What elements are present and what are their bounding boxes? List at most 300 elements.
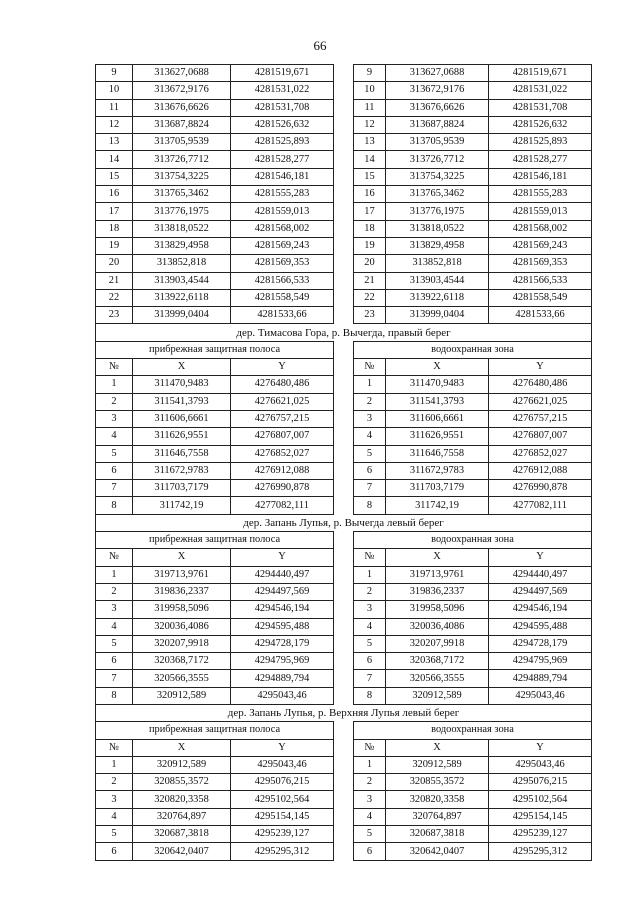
table-gap <box>334 756 354 773</box>
table-gap <box>334 220 354 237</box>
coord-x: 311541,3793 <box>133 393 231 410</box>
table-row <box>96 791 592 808</box>
coordinates-table <box>95 64 592 861</box>
table-gap <box>334 410 354 427</box>
table-gap <box>334 722 354 739</box>
coord-x: 320912,589 <box>133 687 231 704</box>
column-header-row <box>96 359 592 376</box>
point-number: 4 <box>96 618 133 635</box>
coord-y: 4281569,243 <box>231 237 334 254</box>
coord-y: 4295043,46 <box>489 756 592 773</box>
coord-x: 313776,1975 <box>133 203 231 220</box>
coord-x: 313999,0404 <box>133 307 231 324</box>
point-number: 19 <box>96 237 133 254</box>
point-number: 16 <box>354 186 386 203</box>
table-gap <box>334 393 354 410</box>
table-gap <box>334 203 354 220</box>
coord-y: 4281531,708 <box>489 99 592 116</box>
header-y: Y <box>489 739 592 756</box>
table-row <box>96 255 592 272</box>
point-number: 1 <box>96 566 133 583</box>
point-number: 14 <box>354 151 386 168</box>
table-row <box>96 462 592 479</box>
table-row <box>96 826 592 843</box>
point-number: 18 <box>354 220 386 237</box>
table-row <box>96 843 592 860</box>
coord-y: 4294795,969 <box>231 653 334 670</box>
point-number: 6 <box>354 462 386 479</box>
point-number: 6 <box>354 843 386 860</box>
table-gap <box>334 774 354 791</box>
point-number: 8 <box>354 497 386 514</box>
table-row <box>96 289 592 306</box>
header-number: № <box>96 359 133 376</box>
point-number: 11 <box>96 99 133 116</box>
coord-y: 4294889,794 <box>231 670 334 687</box>
point-number: 12 <box>96 116 133 133</box>
coord-x: 320566,3555 <box>386 670 489 687</box>
point-number: 3 <box>354 601 386 618</box>
table-gap <box>334 272 354 289</box>
coord-x: 311742,19 <box>386 497 489 514</box>
table-gap <box>334 480 354 497</box>
section-title-row <box>96 704 592 721</box>
coord-x: 320820,3358 <box>133 791 231 808</box>
point-number: 2 <box>96 393 133 410</box>
coord-x: 313627,0688 <box>386 65 489 82</box>
point-number: 3 <box>96 601 133 618</box>
table-row <box>96 203 592 220</box>
point-number: 16 <box>96 186 133 203</box>
coord-y: 4281555,283 <box>231 186 334 203</box>
table-row <box>96 186 592 203</box>
table-gap <box>334 445 354 462</box>
coord-x: 313754,3225 <box>386 168 489 185</box>
table-row <box>96 445 592 462</box>
coord-x: 320855,3572 <box>133 774 231 791</box>
point-number: 3 <box>354 410 386 427</box>
header-number: № <box>354 549 386 566</box>
coord-y: 4294889,794 <box>489 670 592 687</box>
point-number: 4 <box>96 808 133 825</box>
coord-y: 4281526,632 <box>231 116 334 133</box>
point-number: 10 <box>354 82 386 99</box>
coord-x: 313829,4958 <box>386 237 489 254</box>
table-row <box>96 618 592 635</box>
coord-y: 4276990,878 <box>489 480 592 497</box>
coord-x: 313687,8824 <box>386 116 489 133</box>
coord-x: 313999,0404 <box>386 307 489 324</box>
point-number: 22 <box>354 289 386 306</box>
subheader-row <box>96 341 592 358</box>
table-row <box>96 497 592 514</box>
coord-x: 319836,2337 <box>133 583 231 600</box>
table-row <box>96 583 592 600</box>
coord-x: 320207,9918 <box>133 635 231 652</box>
coord-x: 313818,0522 <box>133 220 231 237</box>
coord-y: 4281519,671 <box>231 65 334 82</box>
table-row <box>96 99 592 116</box>
coord-x: 320566,3555 <box>133 670 231 687</box>
coord-y: 4276757,215 <box>489 410 592 427</box>
coord-x: 311470,9483 <box>386 376 489 393</box>
point-number: 5 <box>96 635 133 652</box>
table-gap <box>334 566 354 583</box>
coord-x: 320036,4086 <box>386 618 489 635</box>
coord-x: 313726,7712 <box>133 151 231 168</box>
coord-y: 4281566,533 <box>489 272 592 289</box>
header-number: № <box>96 549 133 566</box>
point-number: 7 <box>354 480 386 497</box>
coord-y: 4276621,025 <box>231 393 334 410</box>
coord-y: 4281555,283 <box>489 186 592 203</box>
coord-x: 311703,7179 <box>133 480 231 497</box>
page-number: 66 <box>313 38 327 53</box>
coord-y: 4295102,564 <box>489 791 592 808</box>
coord-x: 313627,0688 <box>133 65 231 82</box>
coord-y: 4294728,179 <box>231 635 334 652</box>
coord-y: 4281546,181 <box>231 168 334 185</box>
table-gap <box>334 151 354 168</box>
table-row <box>96 65 592 82</box>
table-gap <box>334 65 354 82</box>
coord-x: 320036,4086 <box>133 618 231 635</box>
table-row <box>96 756 592 773</box>
table-gap <box>334 168 354 185</box>
point-number: 10 <box>96 82 133 99</box>
coord-y: 4295043,46 <box>489 687 592 704</box>
coord-x: 320368,7172 <box>386 653 489 670</box>
point-number: 19 <box>354 237 386 254</box>
point-number: 2 <box>96 583 133 600</box>
table-row <box>96 808 592 825</box>
coord-y: 4281558,549 <box>489 289 592 306</box>
table-gap <box>334 653 354 670</box>
coord-y: 4295043,46 <box>231 756 334 773</box>
coord-x: 311646,7558 <box>386 445 489 462</box>
coord-y: 4276852,027 <box>489 445 592 462</box>
point-number: 21 <box>96 272 133 289</box>
coord-y: 4295076,215 <box>231 774 334 791</box>
point-number: 23 <box>96 307 133 324</box>
coord-y: 4281525,893 <box>231 134 334 151</box>
coord-x: 313672,9176 <box>386 82 489 99</box>
coord-y: 4281558,549 <box>231 289 334 306</box>
table-gap <box>334 497 354 514</box>
coord-y: 4295239,127 <box>231 826 334 843</box>
point-number: 2 <box>96 774 133 791</box>
left-subtitle: прибрежная защитная полоса <box>96 532 334 549</box>
right-subtitle: водоохранная зона <box>354 532 592 549</box>
table-row <box>96 116 592 133</box>
coord-x: 313765,3462 <box>386 186 489 203</box>
point-number: 4 <box>354 428 386 445</box>
coord-x: 313705,9539 <box>386 134 489 151</box>
coord-y: 4276990,878 <box>231 480 334 497</box>
table-row <box>96 687 592 704</box>
table-gap <box>334 808 354 825</box>
point-number: 12 <box>354 116 386 133</box>
header-y: Y <box>231 549 334 566</box>
coord-x: 311672,9783 <box>386 462 489 479</box>
table-gap <box>334 376 354 393</box>
table-gap <box>334 583 354 600</box>
coord-y: 4276621,025 <box>489 393 592 410</box>
point-number: 8 <box>96 687 133 704</box>
coord-y: 4281569,353 <box>231 255 334 272</box>
table-row <box>96 670 592 687</box>
point-number: 5 <box>354 445 386 462</box>
coord-y: 4295295,312 <box>489 843 592 860</box>
table-gap <box>334 186 354 203</box>
coord-y: 4276852,027 <box>231 445 334 462</box>
table-gap <box>334 635 354 652</box>
coord-x: 320764,897 <box>133 808 231 825</box>
point-number: 13 <box>96 134 133 151</box>
section-title: дер. Запань Лупья, р. Вычегда левый берег <box>96 514 592 531</box>
coord-y: 4281568,002 <box>231 220 334 237</box>
point-number: 22 <box>96 289 133 306</box>
point-number: 20 <box>354 255 386 272</box>
coord-x: 319958,5096 <box>386 601 489 618</box>
table-gap <box>334 289 354 306</box>
table-gap <box>334 237 354 254</box>
table-gap <box>334 843 354 860</box>
header-number: № <box>354 359 386 376</box>
right-subtitle: водоохранная зона <box>354 341 592 358</box>
coord-x: 311672,9783 <box>133 462 231 479</box>
point-number: 5 <box>354 635 386 652</box>
coord-x: 311541,3793 <box>386 393 489 410</box>
point-number: 1 <box>354 756 386 773</box>
table-row <box>96 134 592 151</box>
coord-y: 4276807,007 <box>231 428 334 445</box>
point-number: 4 <box>354 808 386 825</box>
header-x: X <box>133 549 231 566</box>
point-number: 11 <box>354 99 386 116</box>
coord-y: 4294795,969 <box>489 653 592 670</box>
coord-y: 4276757,215 <box>231 410 334 427</box>
coord-x: 311626,9551 <box>133 428 231 445</box>
coord-x: 313852,818 <box>386 255 489 272</box>
table-gap <box>334 307 354 324</box>
coord-x: 313829,4958 <box>133 237 231 254</box>
coord-y: 4281526,632 <box>489 116 592 133</box>
coord-x: 311742,19 <box>133 497 231 514</box>
table-row <box>96 168 592 185</box>
coord-y: 4295043,46 <box>231 687 334 704</box>
coord-x: 311626,9551 <box>386 428 489 445</box>
table-gap <box>334 82 354 99</box>
right-subtitle: водоохранная зона <box>354 722 592 739</box>
point-number: 17 <box>96 203 133 220</box>
coord-y: 4281533,66 <box>489 307 592 324</box>
point-number: 6 <box>96 843 133 860</box>
point-number: 7 <box>96 670 133 687</box>
table-row <box>96 82 592 99</box>
coord-x: 311470,9483 <box>133 376 231 393</box>
point-number: 6 <box>96 653 133 670</box>
point-number: 7 <box>96 480 133 497</box>
header-x: X <box>386 359 489 376</box>
table-gap <box>334 549 354 566</box>
coord-x: 320912,589 <box>386 687 489 704</box>
table-gap <box>334 791 354 808</box>
table-gap <box>334 116 354 133</box>
coord-x: 320820,3358 <box>386 791 489 808</box>
coord-y: 4294440,497 <box>231 566 334 583</box>
coord-y: 4281569,353 <box>489 255 592 272</box>
coord-y: 4294595,488 <box>489 618 592 635</box>
point-number: 1 <box>354 566 386 583</box>
coord-x: 319836,2337 <box>386 583 489 600</box>
section-title: дер. Тимасова Гора, р. Вычегда, правый берег <box>96 324 592 341</box>
coord-x: 313672,9176 <box>133 82 231 99</box>
coord-y: 4276807,007 <box>489 428 592 445</box>
point-number: 3 <box>96 410 133 427</box>
coord-x: 320207,9918 <box>386 635 489 652</box>
coord-x: 311606,6661 <box>133 410 231 427</box>
table-gap <box>334 99 354 116</box>
point-number: 2 <box>354 774 386 791</box>
point-number: 7 <box>354 670 386 687</box>
coord-x: 313705,9539 <box>133 134 231 151</box>
point-number: 3 <box>354 791 386 808</box>
coord-x: 313818,0522 <box>386 220 489 237</box>
table-row <box>96 237 592 254</box>
coord-x: 313922,6118 <box>133 289 231 306</box>
point-number: 4 <box>96 428 133 445</box>
table-gap <box>334 255 354 272</box>
point-number: 14 <box>96 151 133 168</box>
coord-y: 4276912,088 <box>489 462 592 479</box>
coord-y: 4281568,002 <box>489 220 592 237</box>
point-number: 4 <box>354 618 386 635</box>
coord-y: 4281566,533 <box>231 272 334 289</box>
table-row <box>96 635 592 652</box>
header-number: № <box>354 739 386 756</box>
column-header-row <box>96 739 592 756</box>
coord-x: 320855,3572 <box>386 774 489 791</box>
left-subtitle: прибрежная защитная полоса <box>96 722 334 739</box>
coord-y: 4276912,088 <box>231 462 334 479</box>
coord-x: 311703,7179 <box>386 480 489 497</box>
coord-y: 4277082,111 <box>489 497 592 514</box>
coord-y: 4295154,145 <box>231 808 334 825</box>
coord-x: 320642,0407 <box>386 843 489 860</box>
coord-x: 313754,3225 <box>133 168 231 185</box>
table-gap <box>334 601 354 618</box>
table-row <box>96 151 592 168</box>
table-gap <box>334 341 354 358</box>
coord-y: 4294497,569 <box>231 583 334 600</box>
table-row <box>96 601 592 618</box>
point-number: 5 <box>96 445 133 462</box>
coord-x: 313852,818 <box>133 255 231 272</box>
table-gap <box>334 134 354 151</box>
coord-y: 4281525,893 <box>489 134 592 151</box>
left-subtitle: прибрежная защитная полоса <box>96 341 334 358</box>
coord-y: 4276480,486 <box>231 376 334 393</box>
point-number: 20 <box>96 255 133 272</box>
coord-x: 311606,6661 <box>386 410 489 427</box>
point-number: 1 <box>96 376 133 393</box>
table-row <box>96 272 592 289</box>
coord-x: 313687,8824 <box>133 116 231 133</box>
coord-x: 320642,0407 <box>133 843 231 860</box>
point-number: 17 <box>354 203 386 220</box>
table-row <box>96 653 592 670</box>
point-number: 21 <box>354 272 386 289</box>
point-number: 13 <box>354 134 386 151</box>
header-x: X <box>386 739 489 756</box>
subheader-row <box>96 532 592 549</box>
table-row <box>96 307 592 324</box>
header-x: X <box>133 739 231 756</box>
coord-x: 313676,6626 <box>133 99 231 116</box>
coord-x: 313676,6626 <box>386 99 489 116</box>
table-row <box>96 393 592 410</box>
table-row <box>96 566 592 583</box>
coord-x: 319958,5096 <box>133 601 231 618</box>
coord-y: 4276480,486 <box>489 376 592 393</box>
point-number: 2 <box>354 583 386 600</box>
header-number: № <box>96 739 133 756</box>
header-y: Y <box>489 359 592 376</box>
table-row <box>96 428 592 445</box>
coord-y: 4281531,708 <box>231 99 334 116</box>
coord-y: 4295154,145 <box>489 808 592 825</box>
point-number: 1 <box>96 756 133 773</box>
coord-x: 313726,7712 <box>386 151 489 168</box>
point-number: 2 <box>354 393 386 410</box>
point-number: 8 <box>96 497 133 514</box>
coord-x: 320764,897 <box>386 808 489 825</box>
table-row <box>96 220 592 237</box>
point-number: 9 <box>96 65 133 82</box>
coord-y: 4281546,181 <box>489 168 592 185</box>
coord-y: 4294546,194 <box>231 601 334 618</box>
coord-y: 4281519,671 <box>489 65 592 82</box>
coord-y: 4294728,179 <box>489 635 592 652</box>
coord-x: 320912,589 <box>386 756 489 773</box>
point-number: 23 <box>354 307 386 324</box>
coord-x: 320912,589 <box>133 756 231 773</box>
coord-y: 4295295,312 <box>231 843 334 860</box>
point-number: 1 <box>354 376 386 393</box>
table-row <box>96 410 592 427</box>
table-row <box>96 774 592 791</box>
coord-x: 311646,7558 <box>133 445 231 462</box>
coord-y: 4294546,194 <box>489 601 592 618</box>
coord-x: 313903,4544 <box>133 272 231 289</box>
coord-y: 4281531,022 <box>489 82 592 99</box>
coord-x: 319713,9761 <box>133 566 231 583</box>
column-header-row <box>96 549 592 566</box>
point-number: 5 <box>354 826 386 843</box>
point-number: 15 <box>354 168 386 185</box>
coord-x: 320368,7172 <box>133 653 231 670</box>
point-number: 9 <box>354 65 386 82</box>
table-row <box>96 480 592 497</box>
section-title: дер. Запань Лупья, р. Верхняя Лупья левый берег <box>96 704 592 721</box>
table-row <box>96 376 592 393</box>
header-y: Y <box>231 359 334 376</box>
coord-y: 4295239,127 <box>489 826 592 843</box>
coord-x: 320687,3818 <box>386 826 489 843</box>
coord-y: 4277082,111 <box>231 497 334 514</box>
coord-x: 320687,3818 <box>133 826 231 843</box>
